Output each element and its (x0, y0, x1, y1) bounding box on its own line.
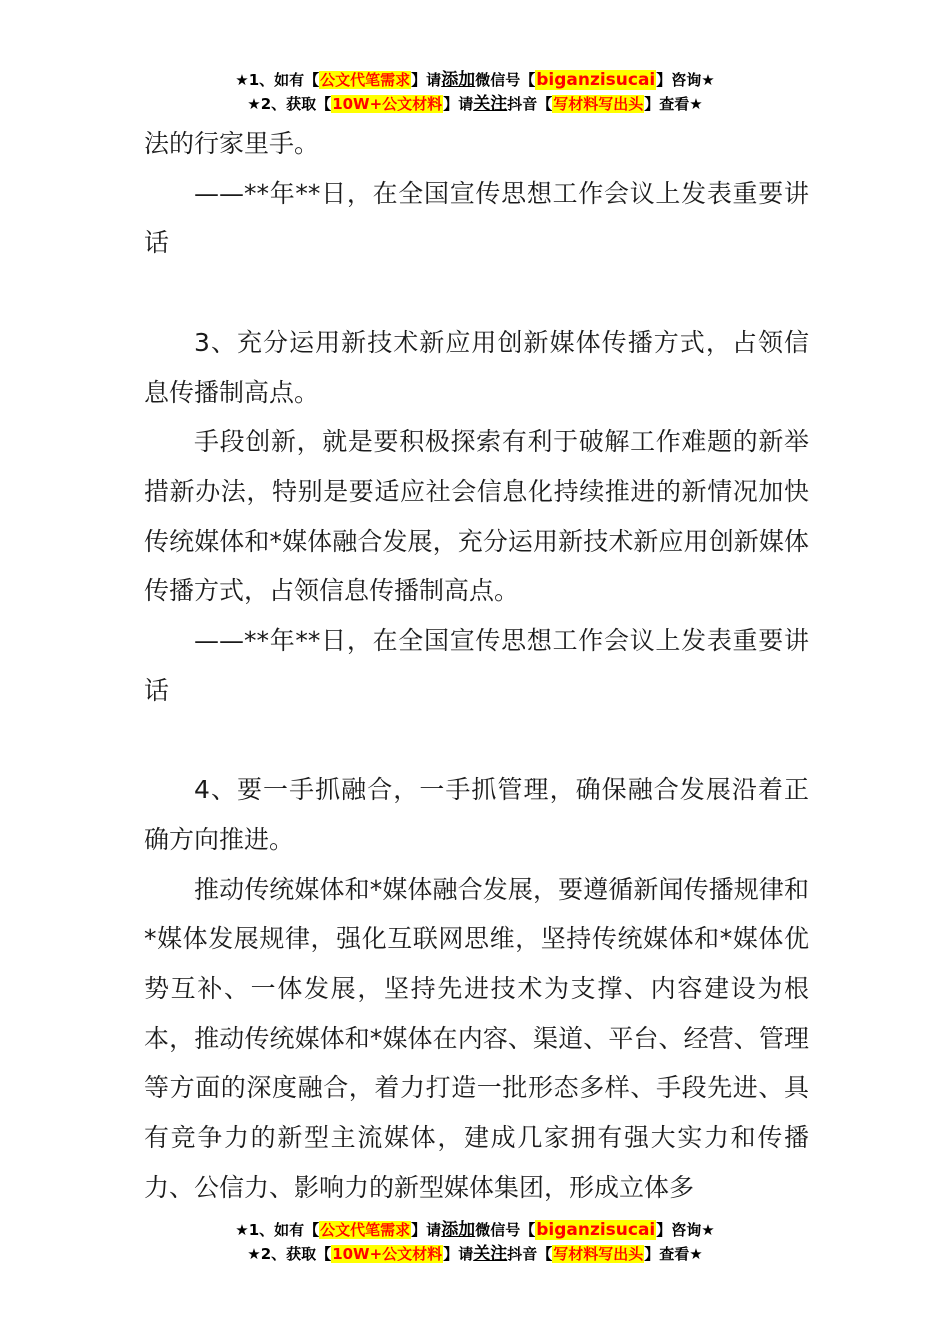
banner-text: 微信号【 (475, 71, 536, 89)
banner-text: 抖音【 (507, 1245, 553, 1263)
banner-line-1 (0, 68, 950, 92)
star-icon: ★ (701, 71, 715, 89)
section-heading: 3、充分运用新技术新应用创新媒体传播方式，占领信息传播制高点。 (144, 327, 809, 407)
star-icon: ★ (689, 1245, 703, 1263)
banner-line-2 (0, 92, 950, 116)
star-icon: ★ (701, 1221, 715, 1239)
header-banner (0, 68, 950, 116)
underlined-text: 添加 (441, 1220, 476, 1240)
banner-text: 】咨询 (656, 71, 702, 89)
banner-text: 】请 (411, 1221, 442, 1239)
paragraph: 手段创新，就是要积极探索有利于破解工作难题的新举措新办法，特别是要适应社会信息化持续推进的新情况加快传统媒体和*媒体融合发展，充分运用新技术新应用创新媒体传播方式，占领信息传播制高点。 (144, 427, 809, 606)
paragraph: 法的行家里手。 (144, 129, 320, 158)
quote-source: ——**年**日，在全国宣传思想工作会议上发表重要讲话 (144, 178, 809, 258)
banner-text: 2、获取【 (260, 1245, 332, 1263)
star-icon: ★ (235, 1221, 249, 1239)
douyin-highlight: 写材料写出头 (553, 1245, 644, 1263)
underlined-text: 添加 (441, 70, 476, 90)
banner-text: 】请 (443, 95, 474, 113)
underlined-text: 关注 (473, 94, 508, 114)
star-icon: ★ (235, 71, 249, 89)
highlight-text: 公文代笔需求 (320, 71, 411, 89)
wechat-id-highlight: biganzisucai (536, 1220, 656, 1240)
banner-text: 】请 (411, 71, 442, 89)
banner-text: 1、如有【 (248, 71, 320, 89)
blank-line (144, 268, 809, 318)
highlight-text: 10W+公文材料 (332, 1245, 443, 1263)
footer-banner (0, 1218, 950, 1266)
banner-text: 】咨询 (656, 1221, 702, 1239)
banner-text: 微信号【 (475, 1221, 536, 1239)
highlight-text: 10W+公文材料 (332, 95, 443, 113)
star-icon: ★ (689, 95, 703, 113)
document-body (144, 119, 809, 1212)
banner-text: 】查看 (644, 95, 690, 113)
banner-text: 2、获取【 (260, 95, 332, 113)
section-heading: 4、要一手抓融合，一手抓管理，确保融合发展沿着正确方向推进。 (144, 775, 809, 854)
star-icon: ★ (247, 1245, 261, 1263)
blank-line (144, 715, 809, 765)
banner-text: 1、如有【 (248, 1221, 320, 1239)
banner-text: 抖音【 (507, 95, 553, 113)
banner-text: 】查看 (644, 1245, 690, 1263)
banner-line-1 (0, 1218, 950, 1242)
paragraph: 推动传统媒体和*媒体融合发展，要遵循新闻传播规律和*媒体发展规律，强化互联网思维，坚持传统媒体和*媒体优势互补、一体发展，坚持先进技术为支撑、内容建设为根本，推动传统媒体和*媒体在内容、渠道、平台、经营、管理等方面的深度融合，着力打造一批形态多样、手段先进、具有竞争力的新型主流媒体，建成几家拥有强大实力和传播力、公信力、影响力的新型媒体集团，形成立体多 (144, 874, 809, 1202)
underlined-text: 关注 (473, 1244, 508, 1264)
star-icon: ★ (247, 95, 261, 113)
highlight-text: 公文代笔需求 (320, 1221, 411, 1239)
quote-source: ——**年**日，在全国宣传思想工作会议上发表重要讲话 (144, 626, 809, 705)
banner-line-2 (0, 1242, 950, 1266)
wechat-id-highlight: biganzisucai (536, 70, 656, 90)
banner-text: 】请 (443, 1245, 474, 1263)
douyin-highlight: 写材料写出头 (553, 95, 644, 113)
